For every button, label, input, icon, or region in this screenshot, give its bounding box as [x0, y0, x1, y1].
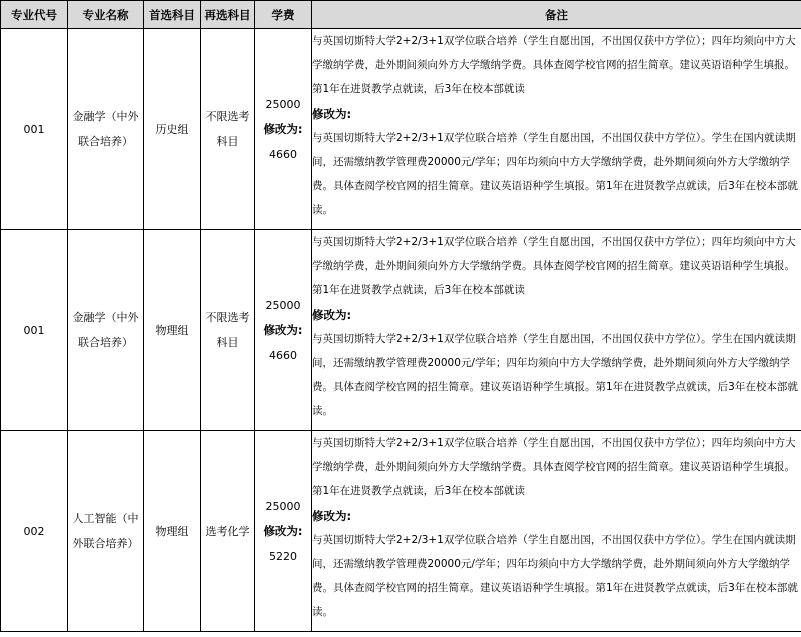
- header-code: 专业代号: [1, 1, 68, 29]
- header-first-subject: 首选科目: [144, 1, 201, 29]
- tuition-change-label: 修改为:: [263, 523, 303, 538]
- tuition-change-label: 修改为:: [263, 121, 303, 136]
- remarks-cell: [312, 29, 801, 230]
- remark-original: 与英国切斯特大学2+2/3+1双学位联合培养（学生自愿出国，不出国仅获中方学位）；四年均须向中方大学缴纳学费，赴外期间须向外方大学缴纳学费。具体查阅学校官网的招生简章。建议英语语种学生填报。第1年在进贤教学点就读，后3年在校本部就读: [312, 35, 796, 96]
- first-subject: 历史组: [144, 29, 201, 230]
- second-subject: [201, 29, 255, 230]
- second-subject: [201, 431, 255, 632]
- remark-original: 与英国切斯特大学2+2/3+1双学位联合培养（学生自愿出国，不出国仅获中方学位）；四年均须向中方大学缴纳学费，赴外期间须向外方大学缴纳学费。具体查阅学校官网的招生简章。建议英语语种学生填报。第1年在进贤教学点就读，后3年在校本部就读: [312, 437, 796, 498]
- major-name-text: 金融学（中外联合培养）: [72, 110, 139, 148]
- remark-revised: 与英国切斯特大学2+2/3+1双学位联合培养（学生自愿出国，不出国仅获中方学位）。学生在国内就读期间，还需缴纳教学管理费20000元/学年；四年均须向中方大学缴纳学费，赴外期间须向外方大学缴纳学费。具体查阅学校官网的招生简章。建议英语语种学生填报。第1年在进贤教学点就读，后3年在校本部就读。: [312, 533, 798, 619]
- tuition-new: 4660: [269, 348, 297, 362]
- tuition-old: 25000: [265, 298, 301, 312]
- major-name: [68, 29, 144, 230]
- header-name: 专业名称: [68, 1, 144, 29]
- header-second-subject: 再选科目: [201, 1, 255, 29]
- second-subject-text: 不限选考科目: [205, 311, 250, 349]
- major-name: [68, 431, 144, 632]
- remark-revised: 与英国切斯特大学2+2/3+1双学位联合培养（学生自愿出国，不出国仅获中方学位）。学生在国内就读期间，还需缴纳教学管理费20000元/学年；四年均须向中方大学缴纳学费，赴外期间须向外方大学缴纳学费。具体查阅学校官网的招生简章。建议英语语种学生填报。第1年在进贤教学点就读，后3年在校本部就读。: [312, 131, 798, 217]
- header-tuition: 学费: [255, 1, 312, 29]
- remark-revised: 与英国切斯特大学2+2/3+1双学位联合培养（学生自愿出国，不出国仅获中方学位）。学生在国内就读期间，还需缴纳教学管理费20000元/学年；四年均须向中方大学缴纳学费，赴外期间须向外方大学缴纳学费。具体查阅学校官网的招生简章。建议英语语种学生填报。第1年在进贤教学点就读，后3年在校本部就读。: [312, 332, 798, 418]
- tuition-cell: [255, 29, 312, 230]
- tuition-old: 25000: [265, 499, 301, 513]
- tuition-new: 4660: [269, 147, 297, 161]
- second-subject-text: 选考化学: [205, 524, 250, 538]
- remarks-cell: [312, 230, 801, 431]
- remark-change-label: 修改为:: [312, 307, 352, 322]
- table-row: [1, 29, 801, 230]
- major-name: [68, 230, 144, 431]
- major-name-text: 金融学（中外联合培养）: [72, 311, 139, 349]
- header-row: [1, 1, 801, 29]
- major-name-text: 人工智能（中外联合培养）: [72, 512, 139, 550]
- major-code: 001: [1, 29, 68, 230]
- tuition-change-label: 修改为:: [263, 322, 303, 337]
- major-code: 001: [1, 230, 68, 431]
- tuition-cell: [255, 431, 312, 632]
- major-code: 002: [1, 431, 68, 632]
- header-remarks: 备注: [312, 1, 801, 29]
- table-row: [1, 431, 801, 632]
- remark-original: 与英国切斯特大学2+2/3+1双学位联合培养（学生自愿出国，不出国仅获中方学位）；四年均须向中方大学缴纳学费，赴外期间须向外方大学缴纳学费。具体查阅学校官网的招生简章。建议英语语种学生填报。第1年在进贤教学点就读，后3年在校本部就读: [312, 236, 796, 297]
- second-subject: [201, 230, 255, 431]
- remark-change-label: 修改为:: [312, 508, 352, 523]
- remark-change-label: 修改为:: [312, 106, 352, 121]
- first-subject: 物理组: [144, 230, 201, 431]
- tuition-cell: [255, 230, 312, 431]
- tuition-new: 5220: [269, 549, 297, 563]
- tuition-old: 25000: [265, 97, 301, 111]
- second-subject-text: 不限选考科目: [205, 110, 250, 148]
- first-subject: 物理组: [144, 431, 201, 632]
- remarks-cell: [312, 431, 801, 632]
- table-row: [1, 230, 801, 431]
